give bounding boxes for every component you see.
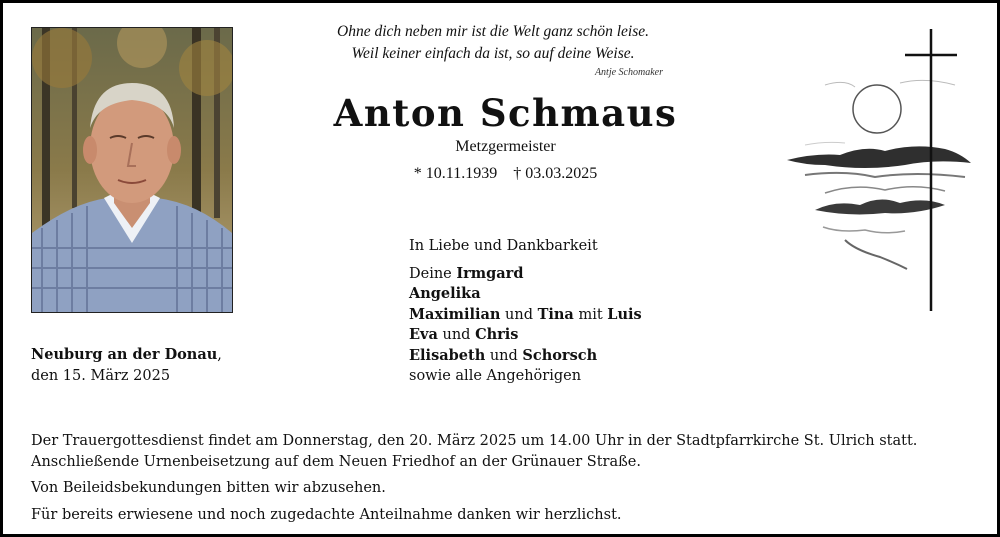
text: und: [485, 347, 523, 364]
thanks-note: Für bereits erwiesene und noch zugedachte Anteilnahme danken wir herzlichst.: [31, 506, 622, 523]
mourners-list: [409, 236, 829, 387]
deceased-profession: Metzgermeister: [455, 138, 556, 155]
poem-line-2: Weil keiner einfach da ist, so auf deine Weise.: [351, 45, 635, 62]
place-and-date: [31, 345, 291, 386]
mourner-name: Tina: [537, 305, 574, 323]
service-line-1: Der Trauergottesdienst findet am Donnerstag, den 20. März 2025 um 14.00 Uhr in der Stadtpfarrkirche St. Ulrich statt.: [31, 433, 918, 449]
death-date: † 03.03.2025: [513, 165, 598, 182]
mourner-line-4: [409, 325, 829, 346]
mourner-line-3: [409, 305, 829, 326]
service-info: [31, 431, 981, 472]
text: Deine: [409, 265, 457, 282]
place-line: [31, 345, 291, 366]
life-dates: [303, 165, 708, 183]
mourner-line-2: [409, 284, 829, 305]
deceased-name: Anton Schmaus: [333, 91, 678, 135]
text: und: [437, 327, 476, 343]
mourner-name: Elisabeth: [409, 346, 486, 364]
funeral-info: [31, 431, 981, 531]
mourner-line-1: [409, 264, 829, 285]
notice-date: den 15. März 2025: [31, 367, 171, 384]
comma: ,: [217, 347, 222, 363]
service-line-2: Anschließende Urnenbeisetzung auf dem Neuen Friedhof an der Grünauer Straße.: [31, 453, 641, 470]
mourner-name: Eva: [409, 326, 438, 343]
mourner-name: Luis: [607, 305, 642, 323]
city: Neuburg an der Donau: [31, 346, 218, 363]
birth-date: * 10.11.1939: [413, 165, 498, 182]
condolences-note: Von Beileidsbekundungen bitten wir abzusehen.: [31, 480, 386, 496]
text: mit: [573, 306, 608, 323]
text: und: [500, 306, 538, 323]
mourner-name: Angelika: [409, 285, 481, 302]
mourner-line-5: [409, 346, 829, 367]
mourner-line-6: sowie alle Angehörigen: [409, 368, 582, 384]
poem: [303, 21, 683, 65]
poem-line-1: Ohne dich neben mir ist die Welt ganz schön leise.: [337, 23, 649, 40]
portrait-photo: [31, 27, 233, 313]
mourner-name: Irmgard: [456, 264, 524, 282]
mourners-heading: In Liebe und Dankbarkeit: [409, 238, 598, 254]
cross-icon: [905, 29, 957, 311]
mourner-name: Schorsch: [522, 346, 598, 364]
mourner-name: Chris: [475, 326, 519, 343]
poem-author: Antje Schomaker: [594, 67, 663, 78]
mourner-name: Maximilian: [409, 305, 501, 323]
